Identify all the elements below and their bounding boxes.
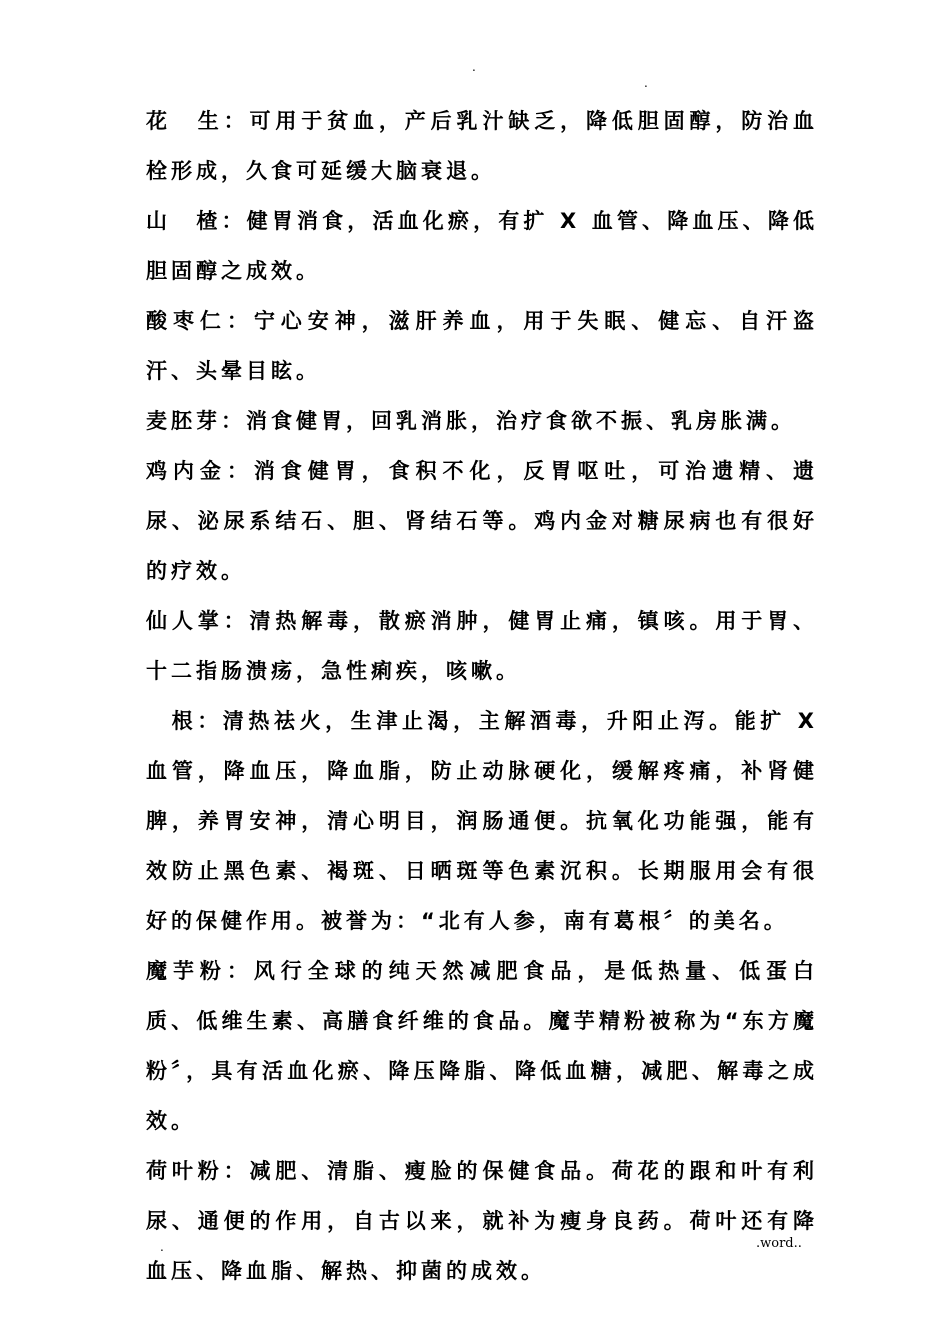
paragraph-hawthorn: 山 楂：健胃消食，活血化瘀，有扩 X 血管、降血压、降低胆固醇之成效。 xyxy=(146,209,818,283)
paragraph-lotus-leaf-powder: 荷叶粉：减肥、清脂、瘦脸的保健食品。荷花的跟和叶有利尿、通便的作用，自古以来，就补为瘦身良药。荷叶还有降血压、降血脂、解热、抑菌的成效。 xyxy=(146,1159,818,1283)
footer-word-mark: .word.. xyxy=(756,1236,802,1251)
paragraph-wheat-germ: 麦胚芽：消食健胃，回乳消胀，治疗食欲不振、乳房胀满。 xyxy=(146,409,796,433)
document-body xyxy=(146,96,818,1296)
header-dot-left: . xyxy=(472,60,476,74)
paragraph-peanut: 花 生：可用于贫血，产后乳汁缺乏，降低胆固醇，防治血栓形成，久食可延缓大脑衰退。 xyxy=(146,109,818,183)
header-dot-right: . xyxy=(644,76,648,90)
paragraph-jujube-seed: 酸枣仁：宁心安神，滋肝养血，用于失眠、健忘、自汗盗汗、头晕目眩。 xyxy=(146,309,818,383)
paragraph-cactus: 仙人掌：清热解毒，散瘀消肿，健胃止痛，镇咳。用于胃、十二指肠溃疡，急性痢疾，咳嗽。 xyxy=(146,609,818,683)
paragraph-konjac-powder: 魔芋粉：风行全球的纯天然减肥食品，是低热量、低蛋白质、低维生素、高膳食纤维的食品。魔芋精粉被称为“东方魔粉〞，具有活血化瘀、降压降脂、降低血糖，减肥、解毒之成效。 xyxy=(146,959,818,1133)
paragraph-chicken-gizzard: 鸡内金：消食健胃，食积不化，反胃呕吐，可治遗精、遗尿、泌尿系结石、胆、肾结石等。鸡内金对糖尿病也有很好的疗效。 xyxy=(146,459,818,583)
footer-dot: . xyxy=(160,1240,164,1254)
paragraph-kudzu-root: 根：清热祛火，生津止渴，主解酒毒，升阳止泻。能扩 X 血管，降血压，降血脂，防止动脉硬化，缓解疼痛，补肾健脾，养胃安神，清心明目，润肠通便。抗氧化功能强，能有效防止黑色素、褐斑、日晒斑等色素沉积。长期服用会有很好的保健作用。被誉为：“北有人参，南有葛根〞的美名。 xyxy=(146,709,818,933)
